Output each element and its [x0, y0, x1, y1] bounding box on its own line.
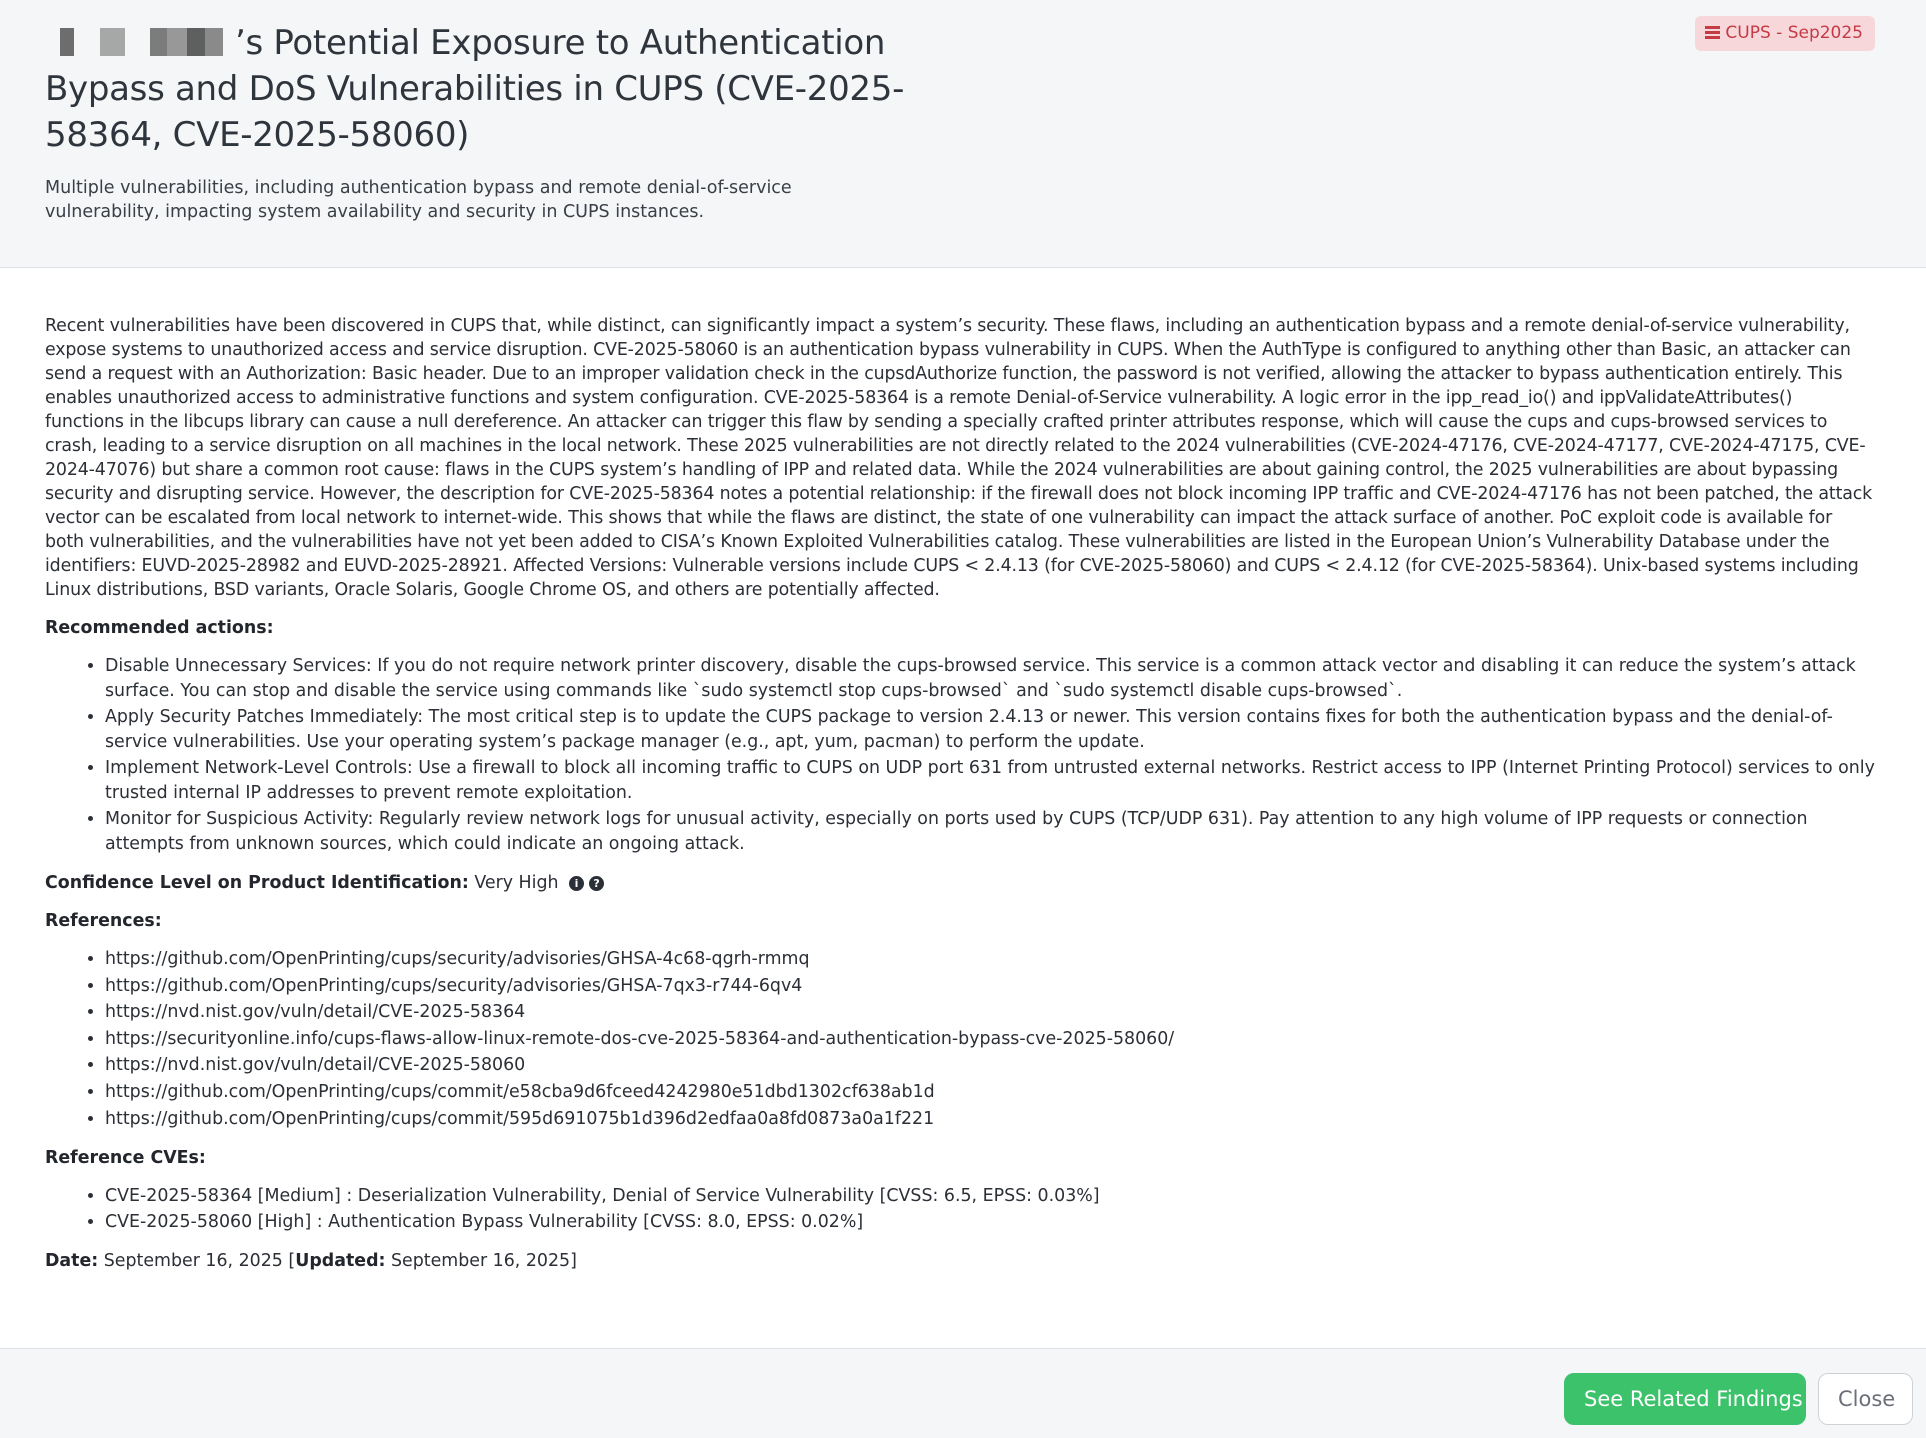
- reference-link[interactable]: • https://github.com/OpenPrinting/cups/commit/e58cba9d6fceed4242980e51dbd1302cf638ab1d: [105, 1080, 1875, 1106]
- list-icon: [1705, 26, 1720, 39]
- date-label: Date:: [45, 1251, 99, 1272]
- description-text: Recent vulnerabilities have been discovered in CUPS that, while distinct, can significantly impact a system’s security. These flaws, including an authentication bypass and a remote denial-of-service vulnerability, expose systems to unauthorized access and service disruption. CVE-2025-58060 is an authentication bypass vulnerability in CUPS. When the AuthType is configured to anything other than Basic, an attacker can send a request with an Authorization: Basic header. Due to an improper validation check in the cupsdAuthorize function, the password is not verified, allowing the attacker to bypass authentication entirely. This enables unauthorized access to administrative functions and system configuration. CVE-2025-58364 is a remote Denial-of-Service vulnerability. A logic error in the ipp_read_io() and ippValidateAttributes() functions in the libcups library can cause a null dereference. An attacker can trigger this flaw by sending a specially crafted printer attributes response, which will cause the cups and cups-browsed services to crash, leading to a service disruption on all machines in the local network. These 2025 vulnerabilities are not directly related to the 2024 vulnerabilities (CVE-2024-47176, CVE-2024-47177, CVE-2024-47175, CVE-2024-47076) but share a common root cause: flaws in the CUPS system’s handling of IPP and related data. While the 2024 vulnerabilities are about gaining control, the 2025 vulnerabilities are about bypassing security and disrupting service. However, the description for CVE-2025-58364 notes a potential relationship: if the firewall does not block incoming IPP traffic and CVE-2024-47176 has not been patched, the attack vector can be escalated from local network to internet-wide. This shows that while the flaws are distinct, the state of one vulnerability can impact the attack surface of another. PoC exploit code is available for both vulnerabilities, and the vulnerabilities have not yet been added to CISA’s Known Exploited Vulnerabilities catalog. These vulnerabilities are listed in the European Union’s Vulnerability Database under the identifiers: EUVD-2025-28982 and EUVD-2025-28921. Affected Versions: Vulnerable versions include CUPS < 2.4.13 (for CVE-2025-58060) and CUPS < 2.4.12 (for CVE-2025-58364). Unix-based systems including Linux distributions, BSD variants, Oracle Solaris, Google Chrome OS, and others are potentially affected.: [45, 316, 1873, 600]
- references-heading: References:: [45, 911, 162, 931]
- page-title: [45, 20, 945, 158]
- question-icon[interactable]: ?: [589, 876, 604, 891]
- tag-label: CUPS - Sep2025: [1725, 23, 1863, 43]
- reference-link[interactable]: • https://nvd.nist.gov/vuln/detail/CVE-2025-58060: [105, 1053, 1875, 1079]
- confidence-label: Confidence Level on Product Identification:: [45, 873, 469, 893]
- date-open-bracket: [: [288, 1251, 296, 1272]
- reference-link[interactable]: • https://github.com/OpenPrinting/cups/security/advisories/GHSA-7qx3-r744-6qv4: [105, 974, 1875, 1000]
- title-text: ’s Potential Exposure to Authentication Bypass and DoS Vulnerabilities in CUPS (CVE-2025-58364, CVE-2025-58060): [45, 23, 905, 155]
- recommended-actions-heading: Recommended actions:: [45, 618, 274, 638]
- modal-header: [0, 0, 1926, 268]
- reference-cves-heading: Reference CVEs:: [45, 1148, 206, 1169]
- reference-link[interactable]: • https://securityonline.info/cups-flaws-allow-linux-remote-dos-cve-2025-58364-and-authentication-bypass-cve-2025-58060/: [105, 1027, 1875, 1053]
- date-close-bracket: ]: [570, 1251, 577, 1272]
- list-item: • CVE-2025-58060 [High] : Authentication Bypass Vulnerability [CVSS: 8.0, EPSS: 0.02%]: [105, 1210, 1875, 1235]
- confidence-value: Very High: [474, 873, 559, 893]
- recommended-actions-list: [45, 654, 1875, 857]
- redacted-company-name: [45, 28, 235, 56]
- updated-value: September 16, 2025: [391, 1251, 571, 1272]
- date-value: September 16, 2025: [103, 1251, 283, 1272]
- list-item: • Monitor for Suspicious Activity: Regularly review network logs for unusual activity, especially on ports used by CUPS (TCP/UDP 631). Pay attention to any high volume of IPP requests or connection attempts from unknown sources, which could indicate an ongoing attack.: [105, 807, 1875, 857]
- tag-badge[interactable]: [1695, 16, 1875, 51]
- references-list: [45, 947, 1875, 1132]
- reference-cves-list: [45, 1184, 1875, 1235]
- list-item: • Disable Unnecessary Services: If you do not require network printer discovery, disable the cups-browsed service. This service is a common attack vector and disabling it can reduce the system’s attack surface. You can stop and disable the service using commands like `sudo systemctl stop cups-browsed` and `sudo systemctl disable cups-browsed`.: [105, 654, 1875, 704]
- list-item: • Apply Security Patches Immediately: The most critical step is to update the CUPS package to version 2.4.13 or newer. This version contains fixes for both the authentication bypass and the denial-of-service vulnerabilities. Use your operating system’s package manager (e.g., apt, yum, pacman) to perform the update.: [105, 705, 1875, 755]
- updated-label: Updated:: [295, 1251, 386, 1272]
- reference-link[interactable]: • https://github.com/OpenPrinting/cups/security/advisories/GHSA-4c68-qgrh-rmmq: [105, 947, 1875, 973]
- see-related-findings-button[interactable]: See Related Findings: [1564, 1373, 1806, 1425]
- list-item: • CVE-2025-58364 [Medium] : Deserialization Vulnerability, Denial of Service Vulnerability [CVSS: 6.5, EPSS: 0.03%]: [105, 1184, 1875, 1209]
- reference-link[interactable]: • https://github.com/OpenPrinting/cups/commit/595d691075b1d396d2edfaa0a8fd0873a0a1f221: [105, 1107, 1875, 1133]
- modal-footer: [0, 1348, 1926, 1438]
- close-button[interactable]: Close: [1818, 1373, 1913, 1425]
- date-row: [45, 1249, 1875, 1273]
- list-item: • Implement Network-Level Controls: Use a firewall to block all incoming traffic to CUPS on UDP port 631 from untrusted external networks. Restrict access to IPP (Internet Printing Protocol) services to only trusted internal IP addresses to prevent remote exploitation.: [105, 756, 1875, 806]
- modal-body: [45, 314, 1875, 1287]
- info-icon[interactable]: i: [569, 876, 584, 891]
- reference-link[interactable]: • https://nvd.nist.gov/vuln/detail/CVE-2025-58364: [105, 1000, 1875, 1026]
- page-subtitle: Multiple vulnerabilities, including authentication bypass and remote denial-of-service vulnerability, impacting system availability and security in CUPS instances.: [45, 178, 792, 222]
- confidence-row: [45, 871, 1875, 895]
